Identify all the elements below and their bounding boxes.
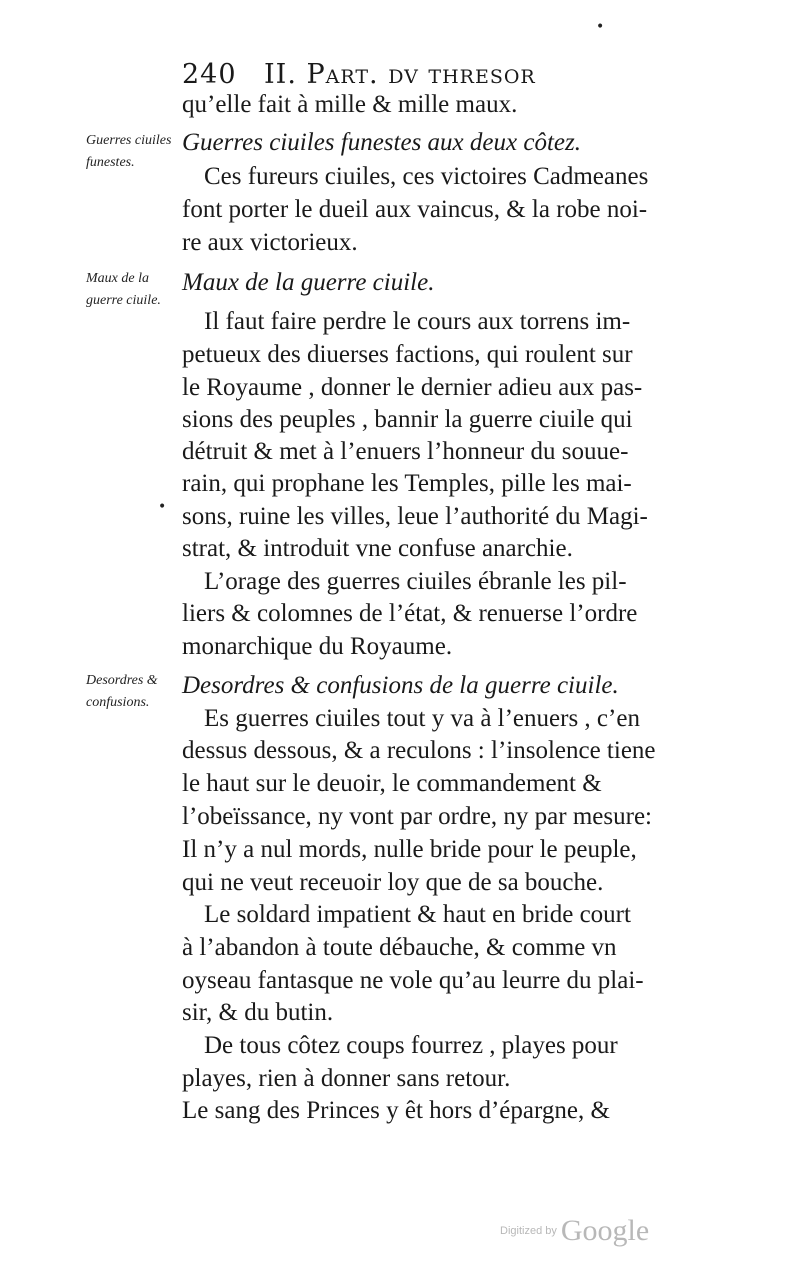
text-line: dessus dessous, & a reculons : l’insolence tiene [182, 737, 656, 764]
margin-ink-mark: • [158, 499, 167, 515]
section-heading: Desordres & confusions de la guerre ciuile. [182, 672, 619, 699]
text-line: Le sang des Princes y êt hors d’épargne, & [182, 1097, 610, 1124]
text-line: L’orage des guerres ciuiles ébranle les pil- [204, 568, 627, 595]
text-line: qu’elle fait à mille & mille maux. [182, 91, 518, 118]
text-line: détruit & met à l’enuers l’honneur du souue- [182, 438, 629, 465]
text-line: liers & colomnes de l’état, & renuerse l’ordre [182, 600, 638, 627]
text-line: le haut sur le deuoir, le commandement & [182, 770, 602, 797]
text-line: monarchique du Royaume. [182, 633, 453, 660]
text-line: Il faut faire perdre le cours aux torrens im- [204, 308, 631, 335]
section-heading: Guerres ciuiles funestes aux deux côtez. [182, 129, 581, 156]
text-line: Es guerres ciuiles tout y va à l’enuers , c’en [204, 705, 640, 732]
digitized-by-label: Digitized by [500, 1225, 557, 1237]
text-line: petueux des diuerses factions, qui roulent sur [182, 341, 633, 368]
running-title: II. Part. dv thresor [264, 59, 536, 90]
text-line: sions des peuples , bannir la guerre ciuile qui [182, 406, 633, 433]
text-line: rain, qui prophane les Temples, pille les mai- [182, 470, 632, 497]
text-line: le Royaume , donner le dernier adieu aux pas- [182, 374, 643, 401]
text-line: Le soldard impatient & haut en bride court [204, 901, 631, 928]
text-line: sir, & du butin. [182, 999, 334, 1026]
text-line: De tous côtez coups fourrez , playes pour [204, 1032, 618, 1059]
google-logo: Google [560, 1214, 650, 1247]
text-line: Ces fureurs ciuiles, ces victoires Cadmeanes [204, 163, 649, 190]
text-line: strat, & introduit vne confuse anarchie. [182, 535, 573, 562]
marginal-note: Desordres & confusions. [86, 673, 158, 710]
text-line: qui ne veut receuoir loy que de sa bouche. [182, 869, 604, 896]
corner-ink-mark: • [596, 19, 605, 35]
marginal-note: Guerres ciuiles funestes. [86, 133, 172, 170]
text-line: re aux victorieux. [182, 229, 358, 256]
text-line: playes, rien à donner sans retour. [182, 1065, 511, 1092]
marginal-note: Maux de la guerre ciuile. [86, 271, 161, 308]
section-heading: Maux de la guerre ciuile. [182, 269, 435, 296]
text-line: Il n’y a nul mords, nulle bride pour le peuple, [182, 836, 637, 863]
text-line: font porter le dueil aux vaincus, & la robe noi- [182, 196, 648, 223]
text-line: l’obeïssance, ny vont par ordre, ny par mesure: [182, 803, 652, 830]
text-line: sons, ruine les villes, leue l’authorité du Magi- [182, 503, 648, 530]
page-number: 240 [182, 59, 237, 90]
digitized-by-google-watermark [500, 1214, 670, 1254]
running-header [182, 58, 702, 92]
text-line: oyseau fantasque ne vole qu’au leurre du plai- [182, 967, 644, 994]
text-line: à l’abandon à toute débauche, & comme vn [182, 934, 617, 961]
